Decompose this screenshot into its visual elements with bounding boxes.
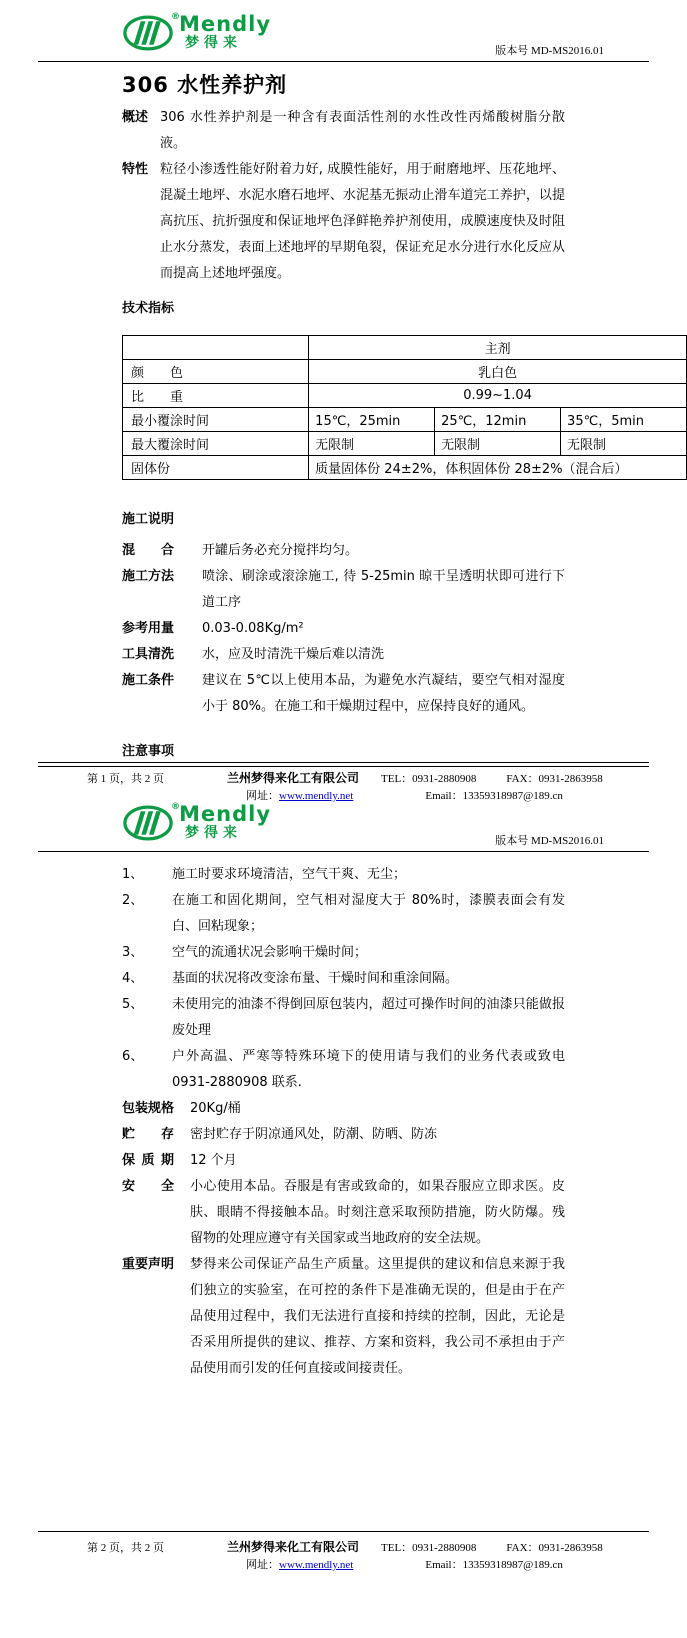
mendly-logo <box>122 804 271 842</box>
tool-cleaning-label: 工具清洗 <box>122 647 175 662</box>
notes-list <box>0 862 687 1096</box>
note-item-6 <box>122 1044 565 1096</box>
mendly-logo <box>122 14 271 52</box>
website-label: 网址： <box>246 790 279 802</box>
page-1 <box>0 0 687 802</box>
tech-spec-heading: 技术指标 <box>122 301 175 316</box>
footer-separator <box>38 762 649 767</box>
note-number: 1、 <box>122 867 144 882</box>
tool-cleaning-text: 水，应及时清洗干燥后难以清洗 <box>202 647 385 662</box>
fields-list <box>0 1096 687 1382</box>
method-text: 喷涂、刷涂或滚涂施工, 待 5-25min 晾干呈透明状即可进行下道工序 <box>202 569 565 610</box>
table-main-header: 主剂 <box>309 336 687 360</box>
table-row <box>123 384 687 408</box>
construction-section <box>0 538 687 720</box>
note-text: 基面的状况将改变涂布量、干燥时间和重涂间隔。 <box>172 971 459 986</box>
dosage-row <box>122 616 565 642</box>
storage-label: 贮存 <box>122 1127 174 1142</box>
mendly-logo-mark <box>122 804 174 842</box>
table-row <box>123 360 687 384</box>
mixing-text: 开罐后务必充分搅拌均匀。 <box>202 543 359 558</box>
safety-text: 小心使用本品。吞服是有害或致命的，如果吞服应立即求医。皮肤、眼睛不得接触本品。时刻注意采取预防措施，防火防爆。残留物的处理应遵守有关国家或当地政府的安全法规。 <box>190 1179 565 1246</box>
company-name: 兰州梦得来化工有限公司 <box>227 771 360 785</box>
note-number: 5、 <box>122 997 144 1012</box>
brand-text <box>179 804 271 842</box>
website-row <box>246 1556 353 1572</box>
table-row <box>123 456 687 480</box>
min-recoat-35c: 35℃，5min <box>561 408 687 432</box>
safety-row <box>122 1174 565 1252</box>
mendly-logo-mark <box>122 14 174 52</box>
mixing-label: 混合 <box>122 543 174 558</box>
features-label: 特性 <box>122 162 149 177</box>
company-email: Email：13359318987@189.cn <box>425 790 563 802</box>
notes-heading: 注意事项 <box>122 744 175 759</box>
solids-label: 固体份 <box>123 456 309 480</box>
table-row <box>123 432 687 456</box>
website-link[interactable]: www.mendly.net <box>279 790 354 802</box>
overview-row <box>122 105 565 157</box>
page-number: 第 1 页，共 2 页 <box>87 773 164 785</box>
page1-header <box>38 14 649 62</box>
note-item-3 <box>122 940 565 966</box>
note-text: 未使用完的油漆不得倒回原包装内，超过可操作时间的油漆只能做报废处理 <box>172 997 565 1038</box>
conditions-label: 施工条件 <box>122 673 175 688</box>
shelf-life-label: 保质期 <box>122 1153 174 1168</box>
max-recoat-35c: 无限制 <box>561 432 687 456</box>
note-item-1 <box>122 862 565 888</box>
page-title: 306 水性养护剂 <box>122 73 288 97</box>
website-row <box>246 787 353 803</box>
brand-name: Mendly <box>179 12 272 36</box>
page2-header <box>38 804 649 852</box>
footer-line-2 <box>38 787 649 803</box>
company-tel: TEL：0931-2880908 <box>381 773 477 785</box>
registered-mark: ® <box>171 802 180 812</box>
footer-line-1 <box>38 1538 649 1555</box>
brand-text <box>179 14 271 52</box>
company-email: Email：13359318987@189.cn <box>425 1559 563 1571</box>
min-recoat-25c: 25℃，12min <box>435 408 561 432</box>
note-item-2 <box>122 888 565 940</box>
solids-value: 质量固体份 24±2%，体积固体份 28±2%（混合后） <box>309 456 687 480</box>
shelf-life-row <box>122 1148 565 1174</box>
page-2 <box>0 790 687 1638</box>
company-name: 兰州梦得来化工有限公司 <box>227 1540 360 1554</box>
conditions-row <box>122 668 565 720</box>
min-recoat-15c: 15℃，25min <box>309 408 435 432</box>
overview-label: 概述 <box>122 110 149 125</box>
note-number: 4、 <box>122 971 144 986</box>
overview-text: 306 水性养护剂是一种含有表面活性剂的水性改性丙烯酸树脂分散液。 <box>160 110 565 151</box>
version-label: 版本号 MD-MS2016.01 <box>495 45 604 57</box>
note-number: 3、 <box>122 945 144 960</box>
note-text: 空气的流通状况会影响干燥时间； <box>172 945 368 960</box>
mixing-row <box>122 538 565 564</box>
disclaimer-text: 梦得来公司保证产品生产质量。这里提供的建议和信息来源于我们独立的实验室，在可控的条件下是准确无误的，但是由于在产品使用过程中，我们无法进行直接和持续的控制，因此，无论是否采用所提供的建议、推荐、方案和资料，我公司不承担由于产品使用而引发的任何直接或间接责任。 <box>190 1257 565 1376</box>
max-recoat-25c: 无限制 <box>435 432 561 456</box>
table-row <box>123 336 687 360</box>
packaging-text: 20Kg/桶 <box>190 1101 241 1116</box>
note-number: 2、 <box>122 893 144 908</box>
method-row <box>122 564 565 616</box>
footer-line-1 <box>38 769 649 786</box>
disclaimer-row <box>122 1252 565 1382</box>
note-number: 6、 <box>122 1049 144 1064</box>
footer-separator <box>38 1531 649 1536</box>
table-row <box>123 408 687 432</box>
tech-spec-table <box>122 335 687 480</box>
page1-footer <box>38 762 649 803</box>
color-label: 颜色 <box>131 366 183 381</box>
website-link[interactable]: www.mendly.net <box>279 1559 354 1571</box>
color-value: 乳白色 <box>309 360 687 384</box>
max-recoat-15c: 无限制 <box>309 432 435 456</box>
version-label: 版本号 MD-MS2016.01 <box>495 835 604 847</box>
method-label: 施工方法 <box>122 569 175 584</box>
footer-line-2 <box>38 1556 649 1572</box>
brand-name: Mendly <box>179 802 272 826</box>
brand-name-chinese: 梦得来 <box>185 35 242 51</box>
gravity-value: 0.99~1.04 <box>309 384 687 408</box>
storage-text: 密封贮存于阴凉通风处，防潮、防晒、防冻 <box>190 1127 438 1142</box>
min-recoat-label: 最小覆涂时间 <box>123 408 309 432</box>
packaging-label: 包装规格 <box>122 1101 175 1116</box>
max-recoat-label: 最大覆涂时间 <box>123 432 309 456</box>
safety-label: 安全 <box>122 1179 174 1194</box>
note-text: 在施工和固化期间，空气相对湿度大于 80%时，漆膜表面会有发白、回粘现象； <box>172 893 565 934</box>
conditions-text: 建议在 5℃以上使用本品，为避免水汽凝结，要空气相对湿度小于 80%。在施工和干燥期过程中，应保持良好的通风。 <box>202 673 565 714</box>
brand-name-chinese: 梦得来 <box>185 825 242 841</box>
construction-heading: 施工说明 <box>122 512 175 527</box>
note-item-5 <box>122 992 565 1044</box>
note-text: 施工时要求环境清洁，空气干爽、无尘； <box>172 867 407 882</box>
website-label: 网址： <box>246 1559 279 1571</box>
gravity-label: 比重 <box>131 390 183 405</box>
registered-mark: ® <box>171 12 180 22</box>
note-text: 户外高温、严寒等特殊环境下的使用请与我们的业务代表或致电 0931-2880908 联系. <box>172 1049 565 1090</box>
page-number: 第 2 页，共 2 页 <box>87 1542 164 1554</box>
note-item-4 <box>122 966 565 992</box>
dosage-label: 参考用量 <box>122 621 175 636</box>
disclaimer-label: 重要声明 <box>122 1257 175 1272</box>
storage-row <box>122 1122 565 1148</box>
features-row <box>122 157 565 287</box>
shelf-life-text: 12 个月 <box>190 1153 237 1168</box>
company-tel: TEL：0931-2880908 <box>381 1542 477 1554</box>
dosage-text: 0.03-0.08Kg/m² <box>202 621 304 636</box>
company-fax: FAX：0931-2863958 <box>506 773 603 785</box>
page2-footer <box>38 1531 649 1572</box>
features-text: 粒径小渗透性能好附着力好, 成膜性能好，用于耐磨地坪、压花地坪、混凝土地坪、水泥水磨石地坪、水泥基无振动止滑车道完工养护，以提高抗压、抗折强度和保证地坪色泽鲜艳养护剂使用，成膜速度快及时阻止水分蒸发，表面上述地坪的早期龟裂，保证充足水分进行水化反应从而提高上述地坪强度。 <box>160 162 565 281</box>
company-fax: FAX：0931-2863958 <box>506 1542 603 1554</box>
tool-cleaning-row <box>122 642 565 668</box>
packaging-row <box>122 1096 565 1122</box>
